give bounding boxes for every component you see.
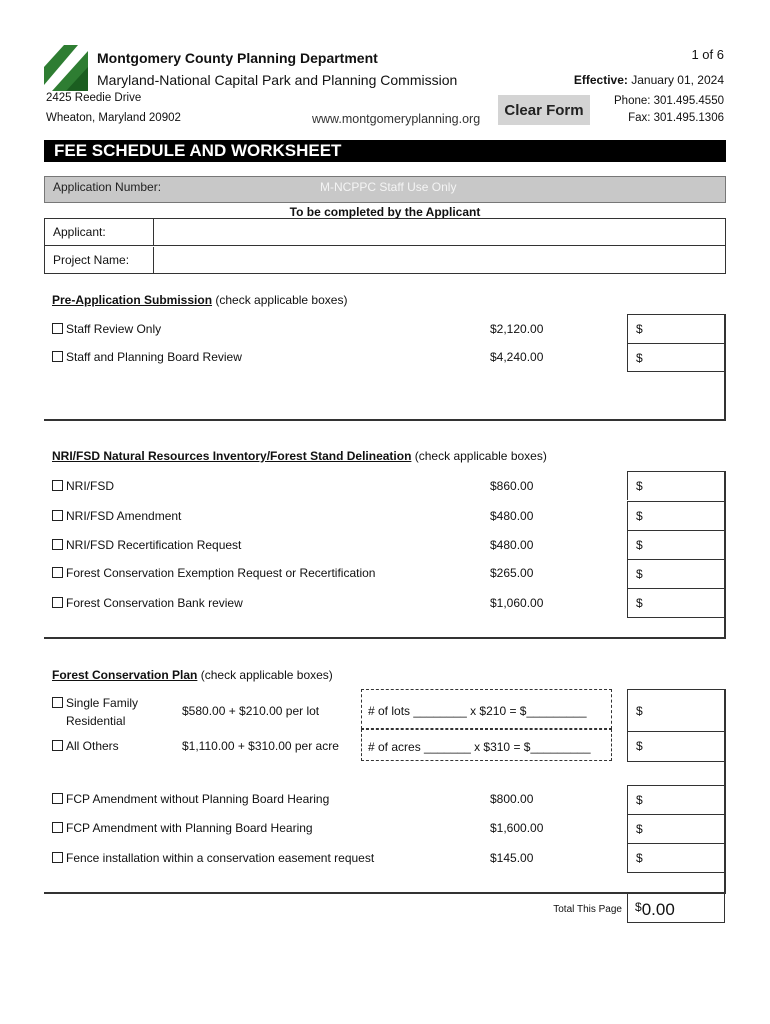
effective-date <box>574 73 724 87</box>
effective-label: Effective: <box>573 73 628 87</box>
to-be-completed-heading: To be completed by the Applicant <box>289 205 481 219</box>
nri-item-forest-bank <box>52 596 243 610</box>
section-divider <box>44 892 726 894</box>
amount-field[interactable]: $ <box>627 814 724 843</box>
applicant-label: Applicant: <box>45 219 154 245</box>
nri-item-recertification <box>52 538 241 552</box>
divider <box>627 371 724 372</box>
project-name-row <box>45 247 725 274</box>
amount-field[interactable]: $ <box>627 314 724 343</box>
item-label: Forest Conservation Exemption Request or Recertification <box>66 566 376 580</box>
fcp-note: (check applicable boxes) <box>200 668 333 682</box>
item-label: Single Family <box>66 696 139 710</box>
fcp-item-amendment-no-hearing <box>52 792 329 806</box>
project-name-input[interactable] <box>155 247 725 274</box>
fax-number: Fax: 301.495.1306 <box>628 112 724 124</box>
section-border <box>724 689 726 894</box>
item-label: NRI/FSD <box>66 479 114 493</box>
forest-bank-checkbox[interactable] <box>52 597 63 608</box>
section-divider <box>44 419 726 421</box>
effective-date-value: January 01, 2024 <box>631 73 724 87</box>
item-label: Fence installation within a conservation easement request <box>66 851 375 865</box>
clear-form-button[interactable]: Clear Form <box>498 95 590 125</box>
pre-application-title: Pre-Application Submission <box>52 293 213 307</box>
fcp-amendment-no-hearing-checkbox[interactable] <box>52 793 63 804</box>
staff-review-checkbox[interactable] <box>52 323 63 334</box>
amount-field[interactable]: $ <box>627 530 724 559</box>
item-label: FCP Amendment without Planning Board Hearing <box>66 792 330 806</box>
nri-fsd-heading <box>52 449 547 463</box>
org-subtitle: Maryland-National Capital Park and Planning Commission <box>97 72 458 88</box>
item-label: Forest Conservation Bank review <box>66 596 243 610</box>
phone-number: Phone: 301.495.4550 <box>614 95 724 107</box>
item-label: All Others <box>66 739 119 753</box>
item-label: Staff and Planning Board Review <box>66 350 242 364</box>
total-this-page-field[interactable] <box>627 893 725 923</box>
application-number-label: Application Number: <box>53 180 162 194</box>
nri-fsd-note: (check applicable boxes) <box>414 449 547 463</box>
fcp-item-all-others <box>52 739 119 753</box>
single-family-price: $580.00 + $210.00 per lot <box>182 704 320 718</box>
nri-fsd-title: NRI/FSD Natural Resources Inventory/Forest Stand Delineation <box>52 449 412 463</box>
total-currency: $ <box>635 900 642 914</box>
amount-field[interactable]: $ <box>627 588 724 617</box>
fence-installation-checkbox[interactable] <box>52 852 63 863</box>
website-link[interactable]: www.montgomeryplanning.org <box>312 112 481 126</box>
item-label-line2: Residential <box>66 714 126 728</box>
item-price: $2,120.00 <box>490 322 544 336</box>
mncppc-logo-icon <box>44 45 88 91</box>
amount-field[interactable]: $ <box>627 731 724 761</box>
page-number: 1 of 6 <box>691 47 724 62</box>
fcp-heading <box>52 668 333 682</box>
divider <box>627 872 724 873</box>
fcp-title: Forest Conservation Plan <box>52 668 198 682</box>
all-others-checkbox[interactable] <box>52 740 63 751</box>
fcp-item-amendment-hearing <box>52 821 313 835</box>
fcp-amendment-hearing-checkbox[interactable] <box>52 822 63 833</box>
pre-app-item-staff-planning-board <box>52 350 242 364</box>
amount-field[interactable]: $ <box>627 343 724 372</box>
total-value: 0.00 <box>641 900 675 919</box>
nri-fsd-checkbox[interactable] <box>52 480 63 491</box>
item-label: Staff Review Only <box>66 322 162 336</box>
address-line-1: 2425 Reedie Drive <box>46 92 142 104</box>
single-family-checkbox[interactable] <box>52 697 63 708</box>
item-price: $265.00 <box>490 566 534 580</box>
item-label: NRI/FSD Amendment <box>66 509 182 523</box>
item-price: $480.00 <box>490 538 534 552</box>
item-price: $860.00 <box>490 479 534 493</box>
section-border <box>724 314 726 421</box>
pre-app-item-staff-review <box>52 322 161 336</box>
applicant-row <box>45 219 725 246</box>
applicant-info-table <box>44 218 726 274</box>
amount-field[interactable]: $ <box>627 689 724 731</box>
divider <box>627 617 724 618</box>
staff-use-bar <box>44 176 726 203</box>
amount-field[interactable]: $ <box>627 785 724 814</box>
nri-fsd-amendment-checkbox[interactable] <box>52 510 63 521</box>
nri-item-nri-fsd <box>52 479 114 493</box>
staff-planning-board-checkbox[interactable] <box>52 351 63 362</box>
address-line-2: Wheaton, Maryland 20902 <box>46 112 181 124</box>
project-name-label: Project Name: <box>45 247 154 274</box>
item-price: $145.00 <box>490 851 534 865</box>
nri-item-amendment <box>52 509 181 523</box>
nri-item-forest-exemption <box>52 566 375 580</box>
nri-fsd-recertification-checkbox[interactable] <box>52 539 63 550</box>
item-label: NRI/FSD Recertification Request <box>66 538 242 552</box>
pre-application-heading <box>52 293 347 307</box>
amount-field[interactable]: $ <box>627 471 724 500</box>
section-border <box>724 471 726 639</box>
fcp-item-fence-installation <box>52 851 374 865</box>
all-others-price: $1,110.00 + $310.00 per acre <box>182 739 339 753</box>
form-title: FEE SCHEDULE AND WORKSHEET <box>44 140 726 162</box>
acres-calculation-field[interactable]: # of acres _______ x $310 = $_________ <box>361 729 612 761</box>
item-price: $1,060.00 <box>490 596 544 610</box>
amount-field[interactable]: $ <box>627 843 724 872</box>
item-price: $4,240.00 <box>490 350 544 364</box>
divider <box>627 761 724 762</box>
item-label: FCP Amendment with Planning Board Hearing <box>66 821 313 835</box>
section-divider <box>44 637 726 639</box>
item-price: $1,600.00 <box>490 821 544 835</box>
fcp-item-single-family <box>52 694 138 730</box>
item-price: $800.00 <box>490 792 534 806</box>
amount-field[interactable]: $ <box>627 559 724 588</box>
applicant-input[interactable] <box>155 219 725 245</box>
staff-use-only-label: M-NCPPC Staff Use Only <box>320 180 457 194</box>
org-title: Montgomery County Planning Department <box>97 50 378 66</box>
total-this-page-label: Total This Page <box>553 904 622 915</box>
pre-application-note: (check applicable boxes) <box>215 293 348 307</box>
lots-calculation-field[interactable]: # of lots ________ x $210 = $_________ <box>361 689 612 729</box>
amount-field[interactable]: $ <box>627 501 724 530</box>
forest-exemption-checkbox[interactable] <box>52 567 63 578</box>
item-price: $480.00 <box>490 509 534 523</box>
